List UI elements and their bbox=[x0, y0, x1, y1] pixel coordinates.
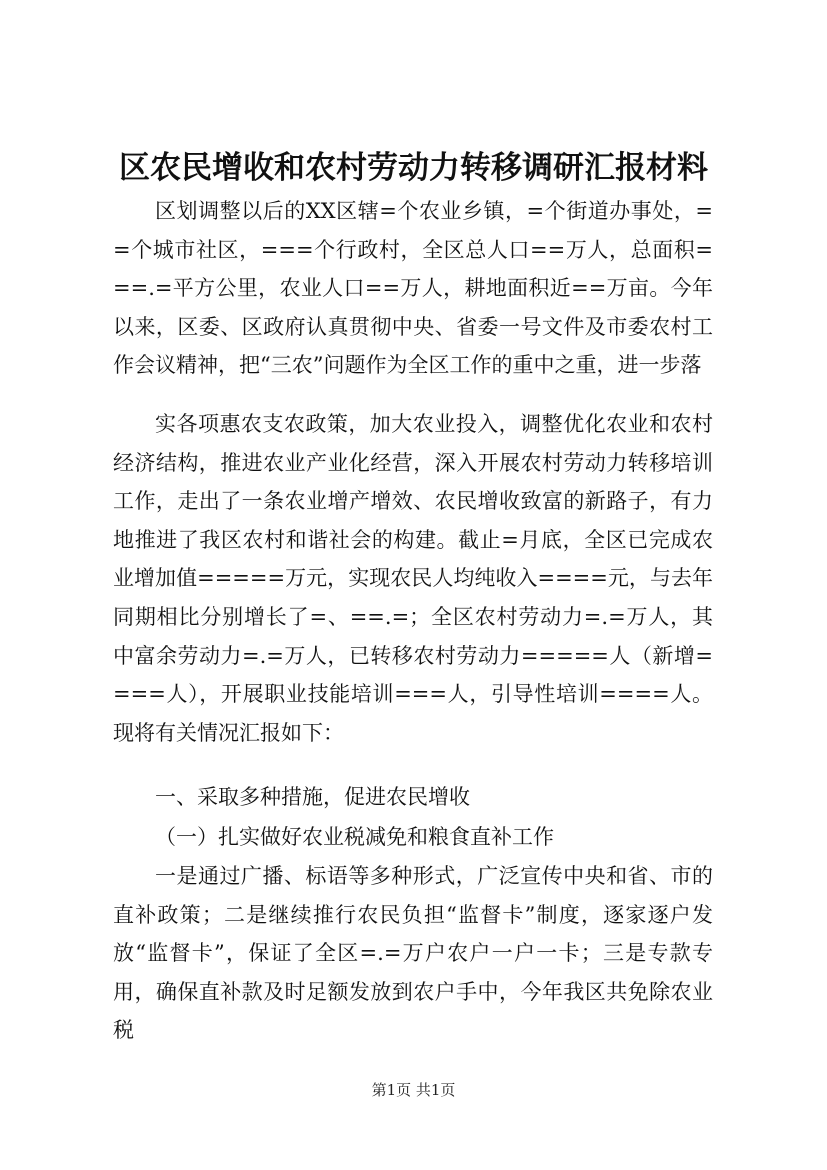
paragraph-text: 一是通过广播、标语等多种形式，广泛宣传中央和省、市的直补政策；二是继续推行农民负担“监督卡”制度，逐家逐户发放“监督卡”，保证了全区=.=万户农户一户一卡；三是专款专用，确保直补款及时足额发放到农户手中，今年我区共免除农业税 bbox=[113, 864, 713, 1043]
paragraph-1 bbox=[113, 192, 713, 385]
paragraph-text: 区划调整以后的XX区辖=个农业乡镇，=个街道办事处，==个城市社区，===个行政村，全区总人口==万人，总面积===.=平方公里，农业人口==万人，耕地面积近==万亩。今年以来，区委、区政府认真贯彻中央、省委一号文件及市委农村工作会议精神，把“三农”问题作为全区工作的重中之重，进一步落 bbox=[113, 199, 713, 378]
document-title: 区农民增收和农村劳动力转移调研汇报材料 bbox=[119, 150, 708, 186]
section-heading bbox=[113, 778, 713, 817]
paragraph-text: 实各项惠农支农政策，加大农业投入，调整优化农业和农村经济结构，推进农业产业化经营，深入开展农村劳动力转移培训工作，走出了一条农业增产增效、农民增收致富的新路子，有力地推进了我区农村和谐社会的构建。截止=月底，全区已完成农业增加值=====万元，实现农民人均纯收入====元，与去年同期相比分别增长了=、==.=；全区农村劳动力=.=万人，其中富余劳动力=.=万人，已转移农村劳动力=====人（新增====人），开展职业技能培训===人，引导性培训====人。现将有关情况汇报如下： bbox=[113, 412, 713, 745]
subsection-heading bbox=[113, 818, 713, 857]
subheading-text: （一）扎实做好农业税减免和粮食直补工作 bbox=[155, 825, 554, 849]
heading-text: 一、采取多种措施，促进农民增收 bbox=[155, 785, 470, 809]
paragraph-3 bbox=[113, 857, 713, 1050]
paragraph-2 bbox=[113, 405, 713, 752]
page-footer: 第1页 共1页 bbox=[371, 1081, 456, 1099]
